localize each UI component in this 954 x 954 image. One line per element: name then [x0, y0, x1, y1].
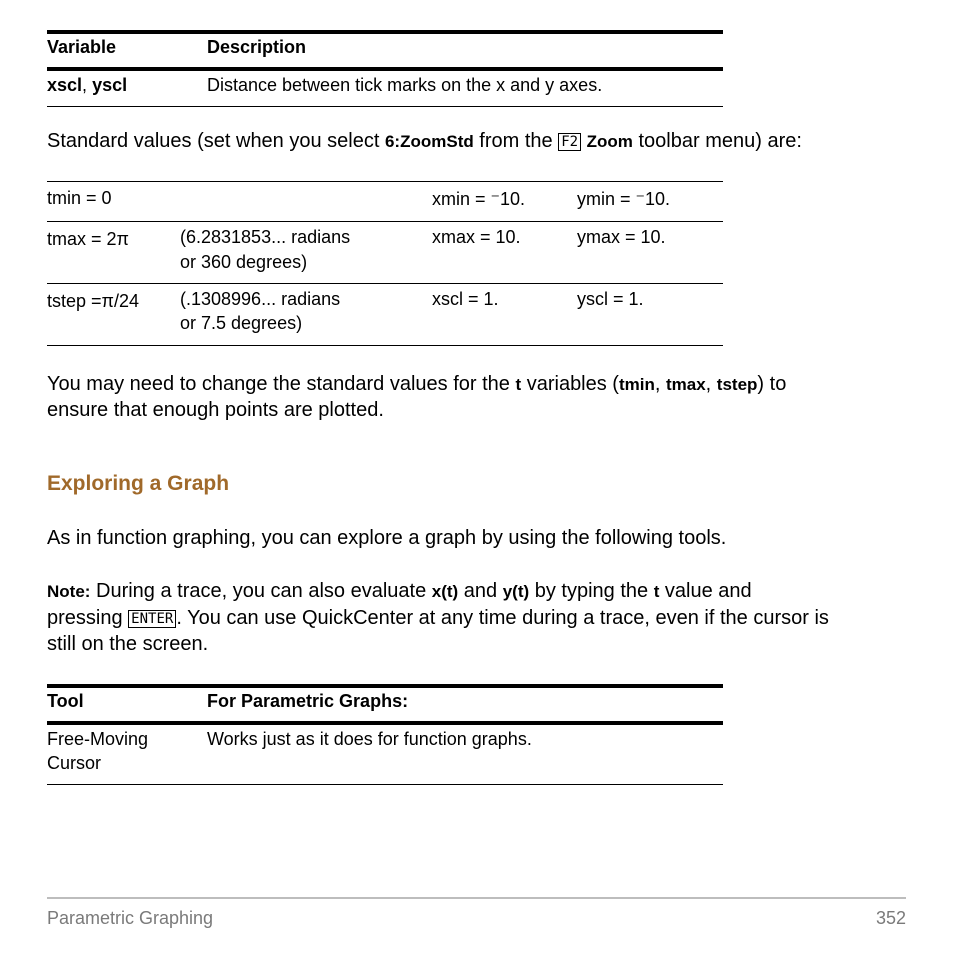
table1-row-description: Distance between tick marks on the x and y axes. — [207, 75, 603, 95]
table2-r2-c2b: or 7.5 degrees) — [180, 313, 303, 333]
table2-r1-c2b: or 360 degrees) — [180, 252, 308, 272]
table3-row-tool-line2: Cursor — [47, 753, 102, 773]
note-line3: still on the screen. — [47, 633, 209, 655]
note-label: Note: — [47, 582, 91, 601]
para1-post: toolbar menu) are: — [632, 130, 802, 152]
para2-mid: variables ( — [521, 373, 619, 395]
var-sep: , — [82, 75, 93, 95]
yt-function: y(t) — [502, 582, 530, 601]
table2-r0-c4: ymin = ⁻10. — [577, 189, 671, 209]
para1-pre: Standard values (set when you select — [47, 130, 385, 152]
tstep-variable: tstep — [716, 375, 758, 394]
table2-r2-c1: tstep =π/24 — [47, 291, 139, 311]
enter-key-icon: ENTER — [128, 610, 176, 628]
table3-header-rule — [47, 721, 723, 725]
section-heading: Exploring a Graph — [47, 472, 230, 495]
table2-rule-1 — [47, 221, 723, 222]
standard-values-paragraph — [47, 128, 802, 155]
table3-row-description: Works just as it does for function graphs. — [207, 729, 532, 749]
tmin-variable: tmin — [618, 375, 655, 394]
t-variables-paragraph-line1 — [47, 371, 786, 398]
note-t-variable: t — [653, 582, 660, 601]
table2-rule-2 — [47, 283, 723, 284]
var-xscl: xscl — [47, 75, 83, 95]
table2-r0-c3: xmin = ⁻10. — [432, 189, 526, 209]
footer-rule — [47, 897, 906, 899]
xt-function: x(t) — [431, 582, 459, 601]
explore-paragraph: As in function graphing, you can explore a graph by using the following tools. — [47, 527, 727, 549]
table3-row-tool-line1: Free-Moving — [47, 729, 149, 749]
table2-r1-c2a: (6.2831853... radians — [180, 227, 351, 247]
zoomstd-command: 6:ZoomStd — [384, 132, 474, 151]
table3-top-rule — [47, 684, 723, 688]
para1-mid: from the — [473, 130, 559, 152]
note-l1-post: value and — [659, 580, 752, 602]
footer-page-number: 352 — [875, 908, 906, 928]
table1-header-rule — [47, 67, 723, 71]
note-l2-pre: pressing — [47, 607, 129, 629]
para2-comma1: , — [654, 373, 666, 395]
table2-r1-c4: ymax = 10. — [577, 227, 666, 247]
tmax-variable: tmax — [665, 375, 706, 394]
table3-header-parametric: For Parametric Graphs: — [207, 691, 409, 711]
t-variable: t — [515, 375, 522, 394]
para2-comma2: , — [705, 373, 717, 395]
table2-r1-c1: tmax = 2π — [47, 229, 129, 249]
table2-r1-c3: xmax = 10. — [432, 227, 521, 247]
table1-header-variable: Variable — [47, 37, 117, 57]
para2-pre: You may need to change the standard values for the — [47, 373, 516, 395]
zoom-menu-label: Zoom — [586, 132, 633, 151]
table2-r2-c3: xscl = 1. — [432, 289, 499, 309]
table1-bottom-rule — [47, 106, 723, 107]
note-l1-pre: During a trace, you can also evaluate — [90, 580, 432, 602]
table2-r0-c1: tmin = 0 — [47, 188, 112, 208]
table1-row-variable — [47, 73, 127, 97]
table1-header-description: Description — [207, 37, 307, 57]
table2-r2-c2a: (.1308996... radians — [180, 289, 341, 309]
var-yscl: yscl — [92, 75, 128, 95]
footer-section-title: Parametric Graphing — [47, 908, 214, 928]
para2-post: ) to — [757, 373, 787, 395]
table2-r2-c4: yscl = 1. — [577, 289, 644, 309]
t-variables-paragraph-line2: ensure that enough points are plotted. — [47, 399, 384, 421]
f2-key-icon: F2 — [558, 133, 581, 151]
table3-header-tool: Tool — [47, 691, 84, 711]
note-l2-post: . You can use QuickCenter at any time during a trace, even if the cursor is — [176, 607, 829, 629]
table1-top-rule — [47, 30, 723, 34]
table2-top-rule — [47, 181, 723, 182]
table3-bottom-rule — [47, 784, 723, 785]
note-l1-mid: by typing the — [529, 580, 654, 602]
table2-bottom-rule — [47, 345, 723, 346]
note-line2 — [47, 605, 829, 631]
note-and: and — [458, 580, 503, 602]
note-line1 — [47, 578, 752, 605]
